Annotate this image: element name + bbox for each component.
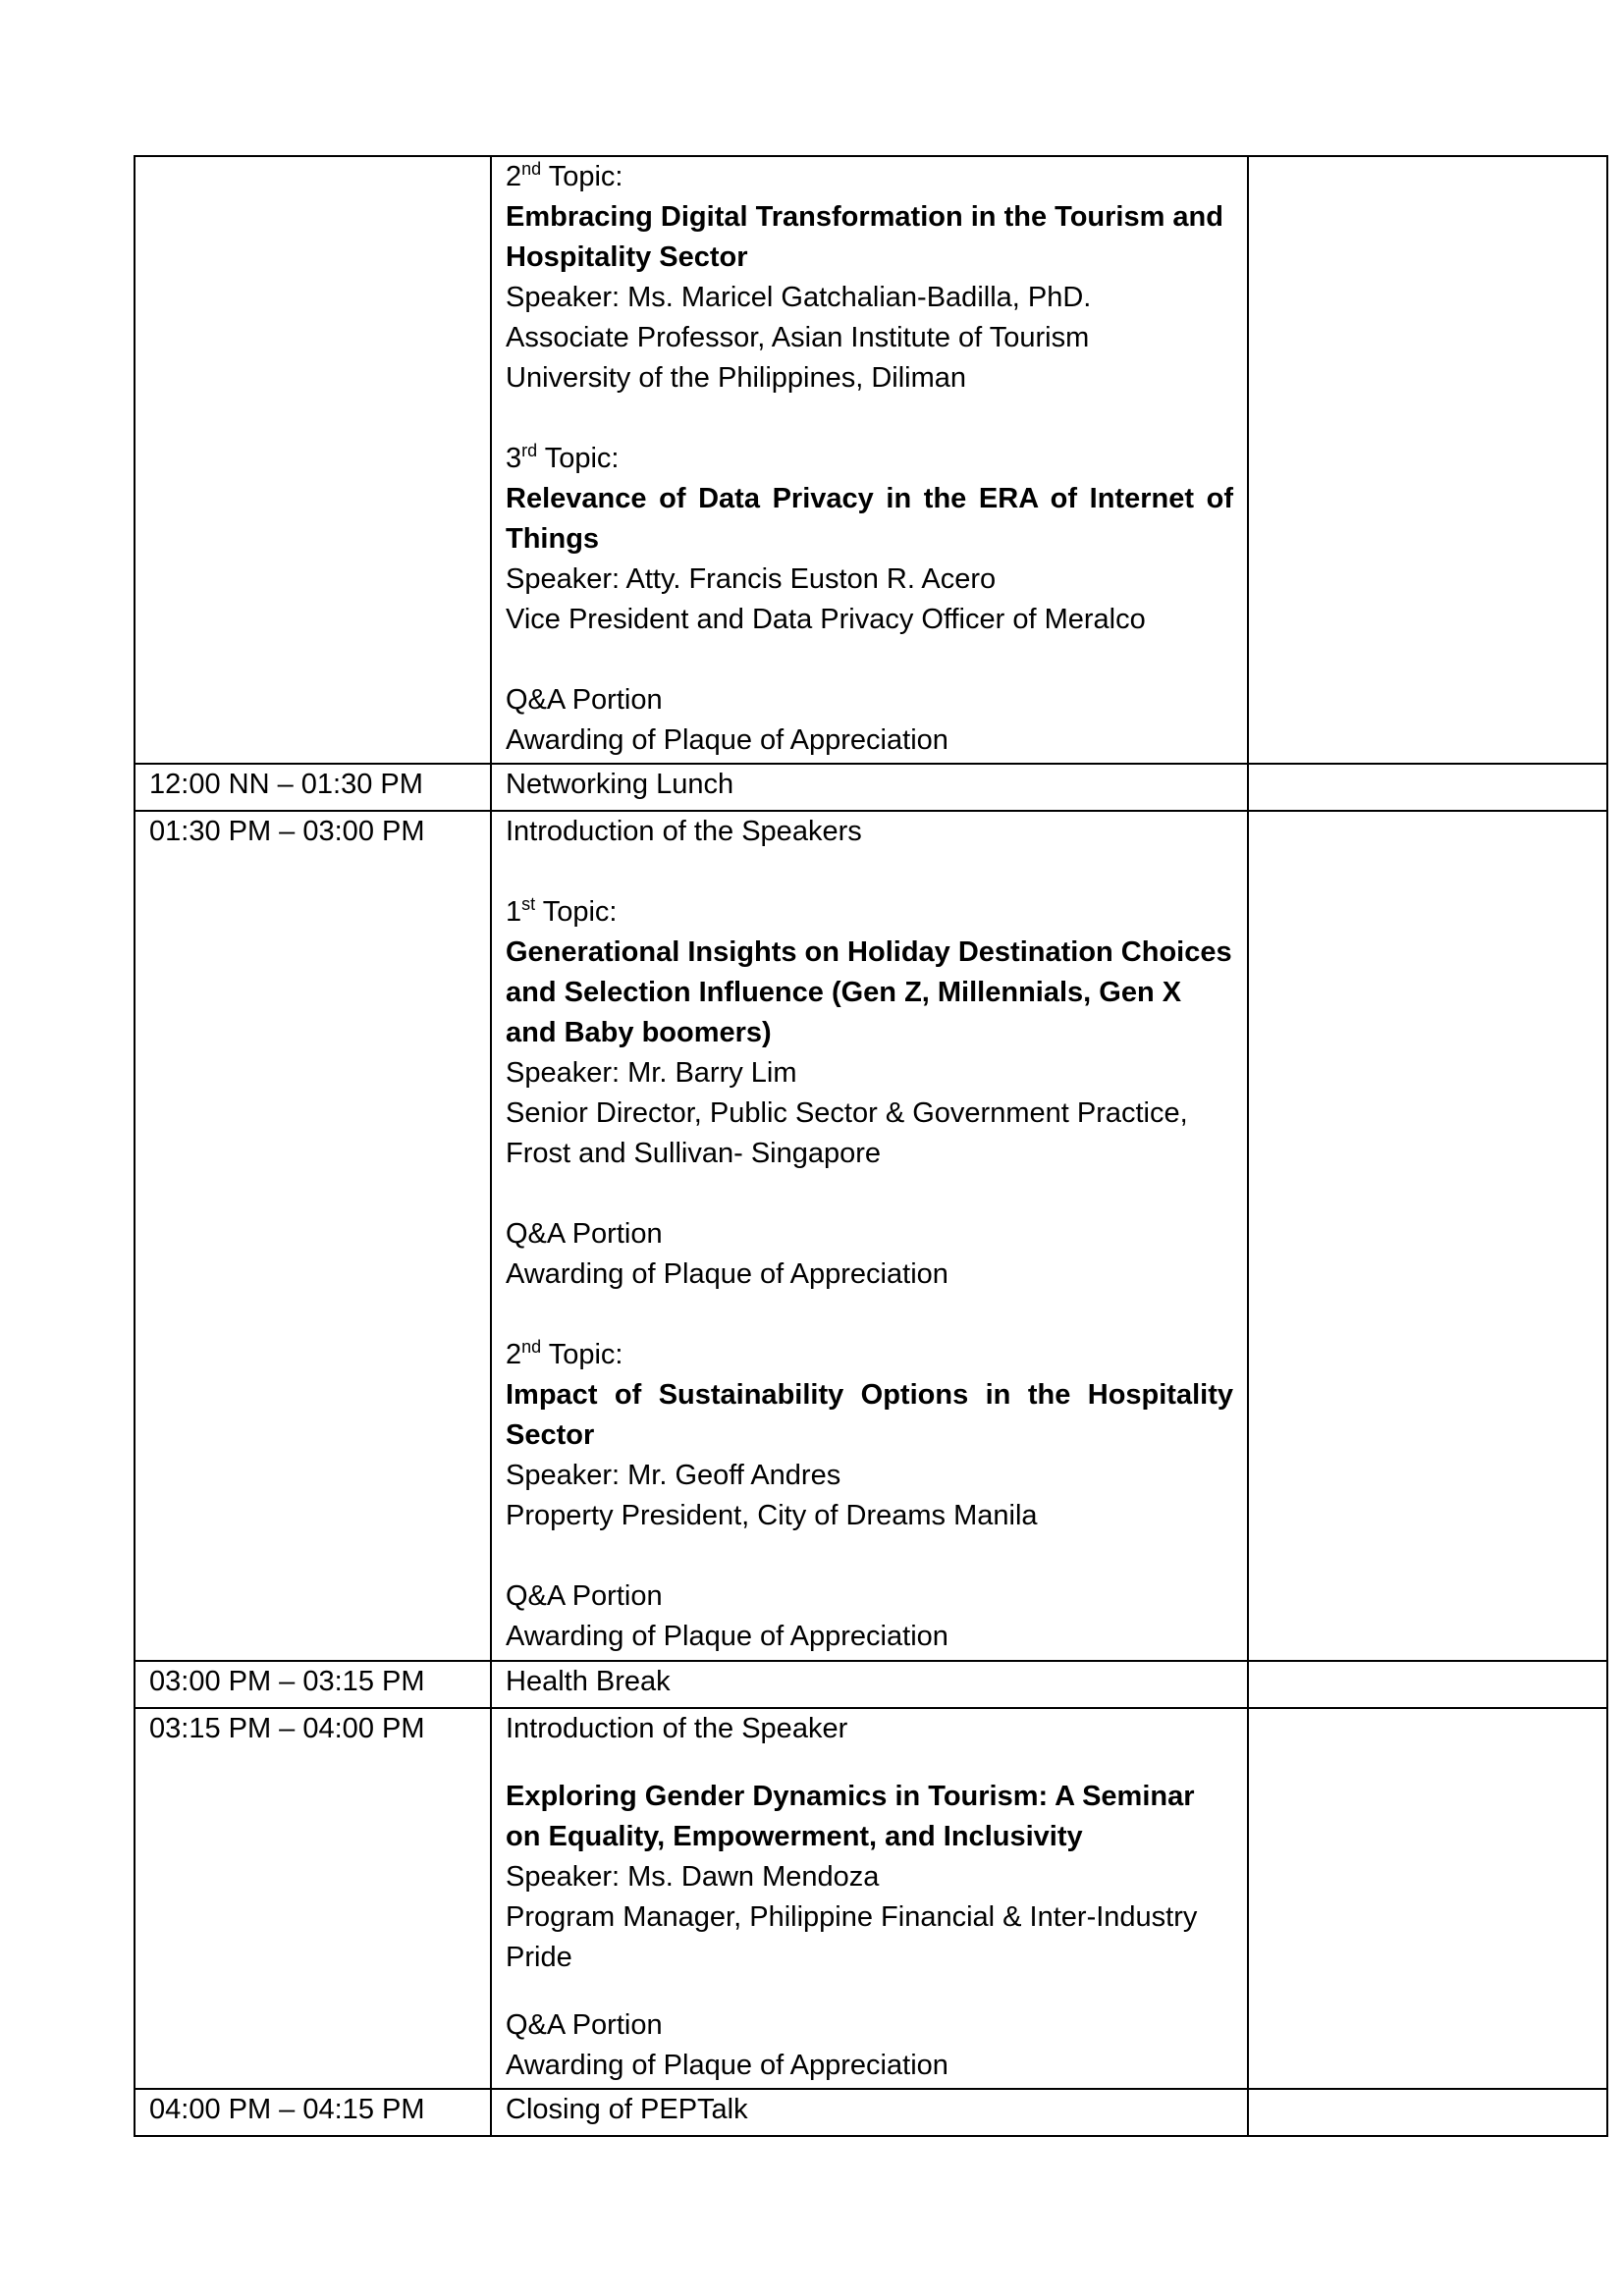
awarding: Awarding of Plaque of Appreciation bbox=[506, 724, 948, 756]
speaker-affiliation: Property President, City of Dreams Manila bbox=[506, 1500, 1038, 1531]
program-schedule-table bbox=[134, 155, 1608, 2137]
speaker-affiliation: Vice President and Data Privacy Officer of Meralco bbox=[506, 604, 1146, 635]
remarks-cell bbox=[1248, 1708, 1607, 2089]
speaker-name: Speaker: Ms. Maricel Gatchalian-Badilla, PhD. bbox=[506, 282, 1092, 313]
table-row bbox=[135, 764, 1607, 811]
remarks-cell bbox=[1248, 2089, 1607, 2136]
time-cell: 04:00 PM – 04:15 PM bbox=[135, 2089, 491, 2136]
qa-portion: Q&A Portion bbox=[506, 2009, 663, 2041]
activity-cell bbox=[491, 156, 1248, 764]
speaker-affiliation: Associate Professor, Asian Institute of Tourism bbox=[506, 322, 1090, 353]
remarks-cell bbox=[1248, 811, 1607, 1661]
time-cell bbox=[135, 156, 491, 764]
remarks-cell bbox=[1248, 764, 1607, 811]
awarding: Awarding of Plaque of Appreciation bbox=[506, 1621, 948, 1652]
remarks-cell bbox=[1248, 156, 1607, 764]
activity-cell bbox=[491, 1708, 1248, 2089]
time-cell: 12:00 NN – 01:30 PM bbox=[135, 764, 491, 811]
activity-cell: Health Break bbox=[491, 1661, 1248, 1708]
table-row bbox=[135, 156, 1607, 764]
topic-title: Exploring Gender Dynamics in Tourism: A Seminar on Equality, Empowerment, and Inclusivity bbox=[506, 1781, 1195, 1852]
qa-portion: Q&A Portion bbox=[506, 1218, 663, 1250]
qa-portion: Q&A Portion bbox=[506, 1580, 663, 1612]
topic-title: Embracing Digital Transformation in the Tourism and Hospitality Sector bbox=[506, 201, 1223, 273]
speaker-affiliation: Program Manager, Philippine Financial & Inter-Industry Pride bbox=[506, 1901, 1198, 1973]
topic-heading: 2nd Topic: bbox=[506, 1337, 623, 1370]
speaker-name: Speaker: Atty. Francis Euston R. Acero bbox=[506, 563, 997, 595]
time-cell: 03:00 PM – 03:15 PM bbox=[135, 1661, 491, 1708]
topic-heading: 1st Topic: bbox=[506, 894, 618, 928]
topic-title: Generational Insights on Holiday Destination Choices and Selection Influence (Gen Z, Millennials, Gen X and Baby boomers) bbox=[506, 936, 1232, 1048]
speaker-introduction: Introduction of the Speakers bbox=[506, 816, 862, 847]
qa-portion: Q&A Portion bbox=[506, 684, 663, 716]
speaker-introduction: Introduction of the Speaker bbox=[506, 1713, 848, 1744]
topic-heading: 2nd Topic: bbox=[506, 159, 623, 192]
topic-title: Impact of Sustainability Options in the Hospitality Sector bbox=[506, 1379, 1233, 1451]
speaker-name: Speaker: Ms. Dawn Mendoza bbox=[506, 1861, 880, 1893]
activity-cell bbox=[491, 811, 1248, 1661]
speaker-name: Speaker: Mr. Geoff Andres bbox=[506, 1460, 841, 1491]
awarding: Awarding of Plaque of Appreciation bbox=[506, 1258, 948, 1290]
table-row bbox=[135, 1708, 1607, 2089]
time-cell: 03:15 PM – 04:00 PM bbox=[135, 1708, 491, 2089]
remarks-cell bbox=[1248, 1661, 1607, 1708]
time-cell: 01:30 PM – 03:00 PM bbox=[135, 811, 491, 1661]
topic-heading: 3rd Topic: bbox=[506, 441, 620, 474]
table-row bbox=[135, 1661, 1607, 1708]
topic-title: Relevance of Data Privacy in the ERA of Internet of Things bbox=[506, 483, 1233, 555]
speaker-affiliation: Senior Director, Public Sector & Government Practice, Frost and Sullivan- Singapore bbox=[506, 1097, 1188, 1169]
activity-cell: Closing of PEPTalk bbox=[491, 2089, 1248, 2136]
activity-cell: Networking Lunch bbox=[491, 764, 1248, 811]
awarding: Awarding of Plaque of Appreciation bbox=[506, 2050, 948, 2081]
speaker-name: Speaker: Mr. Barry Lim bbox=[506, 1057, 797, 1089]
table-row bbox=[135, 811, 1607, 1661]
speaker-affiliation: University of the Philippines, Diliman bbox=[506, 362, 967, 394]
table-row bbox=[135, 2089, 1607, 2136]
